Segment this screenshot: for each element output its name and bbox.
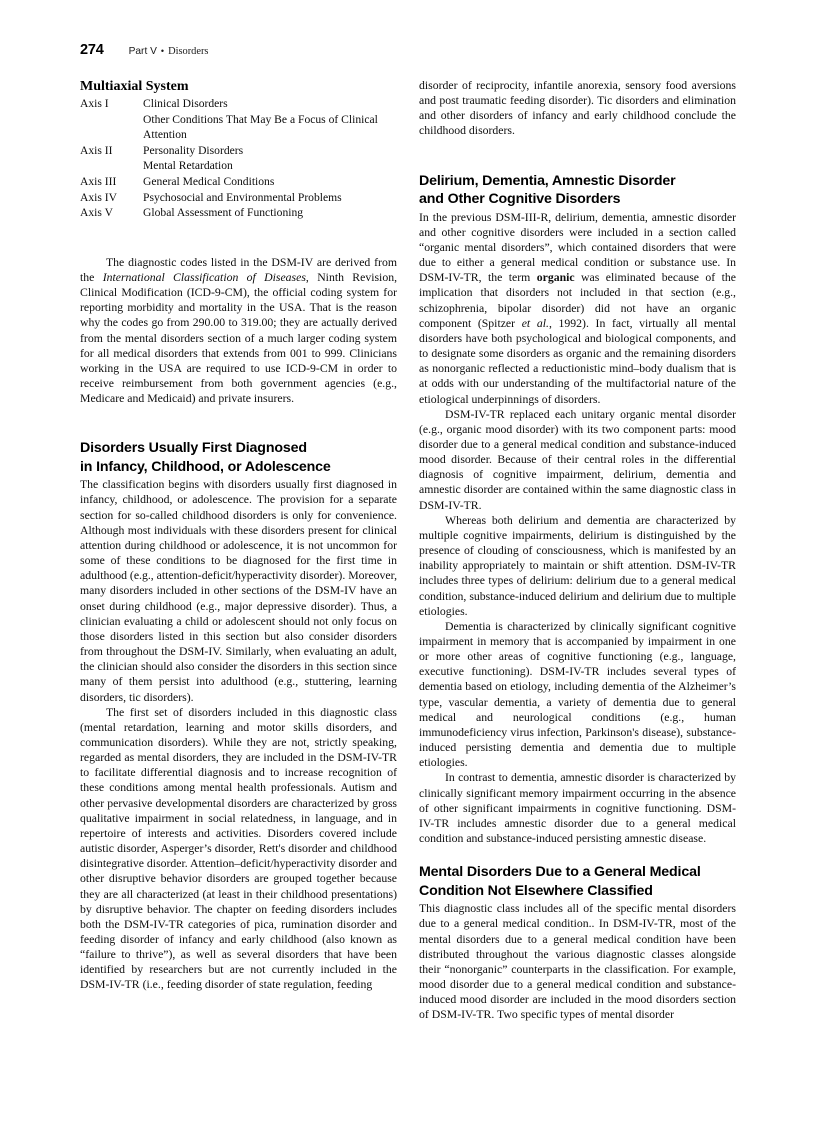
axis-row — [80, 158, 397, 174]
et-al-italic: et al. — [521, 316, 549, 330]
icd-title-italic: International Classification of Diseases — [102, 270, 306, 284]
section-heading-childhood-line1: Disorders Usually First Diagnosed — [80, 440, 307, 457]
section-heading-delirium-line2: and Other Cognitive Disorders — [419, 191, 621, 208]
axis-value: Clinical Disorders — [143, 97, 228, 110]
organic-bold-term: organic — [536, 271, 575, 285]
spacer — [419, 139, 736, 173]
delirium-paragraph-5: In contrast to dementia, amnestic disorder is characterized by clinically significant memory impairment occurring in the absence of other significant impairments in cognitive functioning. DSM-IV-TR includes amnestic disorder due to a general medical condition and substance-induced persisting amnestic disease. — [419, 771, 736, 846]
axis-label: Axis V — [80, 206, 113, 220]
running-head-title: Disorders — [168, 46, 209, 57]
running-head — [80, 42, 720, 62]
axis-row — [80, 112, 397, 128]
section-heading-childhood-line2: in Infancy, Childhood, or Adolescence — [80, 458, 331, 475]
childhood-continuation-paragraph: disorder of reciprocity, infantile anorexia, sensory food aversions and post traumatic feeding disorder). Tic disorders and elimination and other disorders of infancy and early childhood conclude the childhood disorders. — [419, 79, 736, 138]
axis-row — [80, 174, 397, 190]
page-number: 274 — [80, 42, 104, 58]
axis-row — [80, 127, 397, 143]
section-heading-gmc-line2: Condition Not Elsewhere Classified — [419, 882, 653, 899]
axis-row — [80, 205, 397, 221]
axis-label — [80, 158, 143, 174]
multiaxial-system-heading: Multiaxial System — [80, 79, 189, 94]
right-column — [419, 78, 736, 1022]
delirium-paragraph-2: DSM-IV-TR replaced each unitary organic mental disorder (e.g., organic mood disorder) with its two component parts: mood disorder due to a general medical condition and substance-induced mood disorder. Because of their central roles in the differential diagnosis of cognitive impairment, delirium, dementia and amnestic disorder are contained within the same diagnostic class in DSM-IV-TR. — [419, 407, 736, 512]
gmc-paragraph: This diagnostic class includes all of the specific mental disorders due to a general medical condition.. In DSM-IV-TR, most of the mental disorders due to a general medical condition have been distributed throughout the various diagnostic classes alongside their “nonorganic” counterparts in the classification. For example, mood disorder due to a general medical condition and substance-induced mood disorder are included in the mood disorders section of DSM-IV-TR. Two specific types of mental disorder — [419, 902, 736, 1022]
running-head-part: Part V — [128, 46, 157, 57]
axis-label — [80, 112, 143, 128]
childhood-paragraph-2: The first set of disorders included in this diagnostic class (mental retardation, learning and motor skills disorders, and communication disorders). While they are not, strictly speaking, regarded as mental disorders, they are included in the DSM-IV-TR to facilitate differential diagnosis and to increase recognition of these conditions among mental health professionals. Autism and other pervasive developmental disorders are characterized by gross qualitative impairment in social relatedness, in language, and in repertoire of interests and activities. Disorders covered include autistic disorder, Asperger’s disorder, Rett's disorder and childhood disintegrative disorder. Attention–deficit/hyperactivity disorder and other disruptive behavior disorders are grouped together because they are all characterized (at least in their childhood presentations) by disruptive behavior. The chapter on feeding disorders includes both the DSM-IV-TR categories of pica, rumination disorder and feeding disorder of infancy and early childhood (also known as “failure to thrive”), as well as several disorders that have been identified by researchers but are not currently included in the DSM-IV-TR (i.e., feeding disorder of state regulation, feeding — [80, 705, 397, 992]
axis-label: Axis III — [80, 174, 117, 188]
axis-value: General Medical Conditions — [143, 174, 275, 188]
axis-label: Axis IV — [80, 190, 118, 204]
spacer — [419, 846, 736, 864]
axis-value: Personality Disorders — [143, 143, 244, 157]
section-heading-gmc-line1: Mental Disorders Due to a General Medical — [419, 864, 701, 881]
spacer — [80, 221, 397, 255]
codes-paragraph — [80, 255, 397, 407]
delirium-p1-part3: , 1992). In fact, virtually all mental disorders have both psychological and biological components, and to designate some disorders as organic and the remaining disorders as nonorganic reflected a reductionistic mind–body dualism that is at odds with our understanding of the multifactorial nature of the etiological underpinnings of disorders. — [419, 316, 737, 406]
axis-value: Global Assessment of Functioning — [143, 206, 304, 220]
axis-row — [80, 143, 397, 159]
left-column — [80, 78, 397, 1022]
bullet-separator-icon: • — [160, 46, 165, 56]
delirium-paragraph-4: Dementia is characterized by clinically significant cognitive impairment in memory that is accompanied by impairment in one or more other areas of cognitive functioning (e.g., language, executive functioning). DSM-IV-TR includes several types of dementia based on etiology, including dementia of the Alzheimer’s type, vascular dementia, a variety of dementia due to general medical and neurological conditions (e.g., human immunodeficiency virus infection, Parkinson's disease), substance-induced persisting dementia and dementia due to multiple etiologies. — [419, 619, 736, 770]
axis-label: Axis I — [80, 97, 109, 110]
multiaxial-axis-list — [80, 96, 397, 221]
delirium-p1-part1: In the previous DSM-III-R, delirium, dementia, amnestic disorder and other cognitive disorders were included in a section called “organic mental disorders”, which contained disorders that were due to either a general medical condition or substance use. In DSM-IV-TR, the term — [419, 210, 736, 285]
axis-value: Other Conditions That May Be a Focus of Clinical — [143, 112, 378, 126]
delirium-paragraph-1 — [419, 210, 736, 407]
delirium-paragraph-3: Whereas both delirium and dementia are characterized by multiple cognitive impairments, delirium is distinguished by the presence of clouding of consciousness, which is manifested by an inability appropriately to maintain or shift attention. DSM-IV-TR includes three types of delirium: delirium due to a general medical condition, substance-induced delirium and delirium due to multiple etiologies. — [419, 513, 736, 618]
section-heading-delirium-line1: Delirium, Dementia, Amnestic Disorder — [419, 172, 676, 189]
childhood-paragraph-1: The classification begins with disorders usually first diagnosed in infancy, childhood, or adolescence. The provision for a separate section for so-called childhood disorders is only for convenience. Although most individuals with these disorders present for clinical attention during childhood or adolescence, it is not uncommon for some of these conditions to be diagnosed for the first time in adulthood (e.g., attention-deficit/hyperactivity disorder). Moreover, many disorders included in other sections of the DSM-IV have an onset during childhood (e.g., major depressive disorder). Thus, a clinician evaluating a child or adolescent should not only focus on those disorders listed in this section but also consider disorders from throughout the DSM-IV. Similarly, when evaluating an adult, the clinician should also consider the disorders in this section since many of them persist into adulthood (e.g., stuttering, learning disorders, tic disorders). — [80, 478, 398, 704]
axis-label — [80, 127, 143, 143]
codes-paragraph-part1: The diagnostic codes listed in the DSM-IV are derived from the — [80, 255, 397, 284]
axis-label: Axis II — [80, 143, 113, 157]
axis-row — [80, 96, 397, 112]
axis-value: Mental Retardation — [143, 159, 233, 173]
two-column-layout — [80, 78, 736, 1022]
axis-row — [80, 190, 397, 206]
axis-value: Attention — [143, 128, 187, 142]
axis-value: Psychosocial and Environmental Problems — [143, 190, 342, 204]
delirium-p1-part2: was eliminated because of the implication that disorders not included in that section (e.g., schizophrenia, bipolar disorder) did not have an organic component (Spitzer — [419, 271, 736, 330]
codes-paragraph-part2: , Ninth Revision, Clinical Modification (ICD-9-CM), the official coding system for reporting morbidity and mortality in the USA. That is the reason why the codes go from 290.00 to 319.00; they are actually derived from the mental disorders section of a much larger coding system for all medical disorders that extends from 001 to 999. Clinicians working in the USA are required to use ICD-9-CM in order to receive reimbursement from both government agencies (e.g., Medicare and Medicaid) and private insurers. — [80, 270, 398, 406]
spacer — [80, 406, 397, 440]
